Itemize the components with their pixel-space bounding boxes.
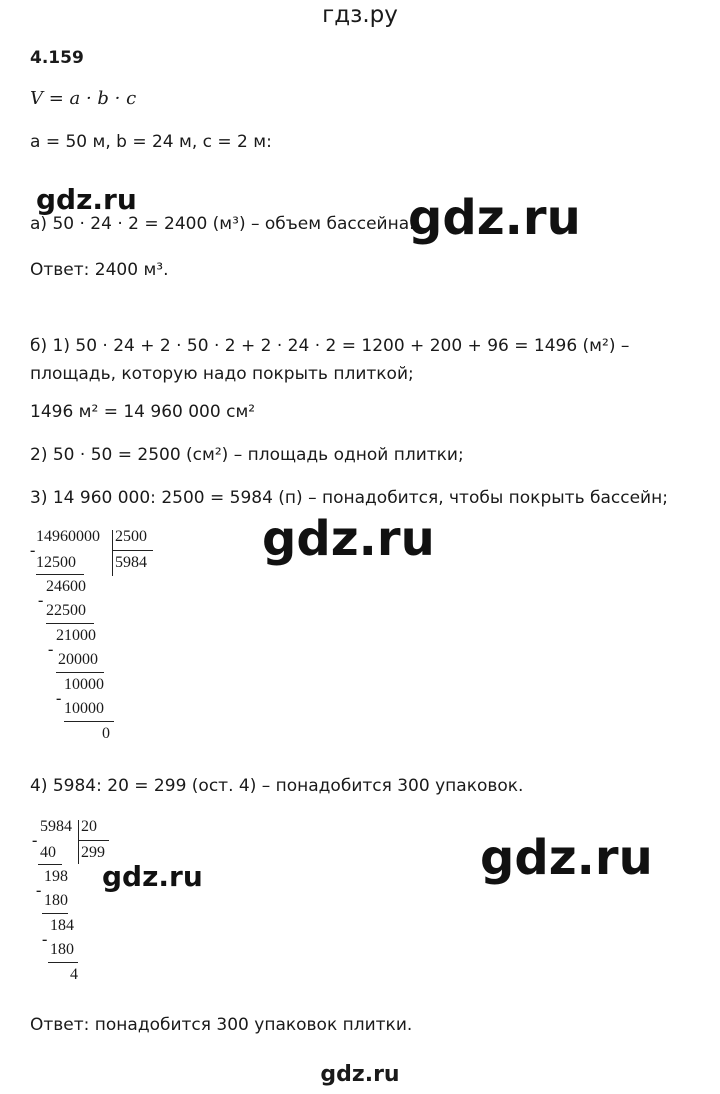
part-b-step3: 3) 14 960 000: 2500 = 5984 (п) – понадобится, чтобы покрыть бассейн; [30,488,668,508]
ld1-row-4: 21000 [56,627,96,644]
area-conversion: 1496 м² = 14 960 000 см² [30,402,256,422]
long-division-2 [30,818,130,988]
ld2-minus-1: - [32,832,38,849]
part-b-step4: 4) 5984: 20 = 299 (ост. 4) – понадобится 300 упаковок. [30,776,524,796]
ld2-divisor: 20 [81,818,97,835]
part-b-step1-line1: б) 1) 50 · 24 + 2 · 50 · 2 + 2 · 24 · 2 = 1200 + 200 + 96 = 1496 (м²) – [30,336,630,356]
ld2-quotient: 299 [81,844,105,861]
watermark-1: gdz.ru [36,183,137,216]
part-a-answer: Ответ: 2400 м³. [30,260,169,280]
volume-formula: V = a · b · c [30,88,137,109]
ld2-minus-2: - [36,882,42,899]
task-number: 4.159 [30,48,84,68]
ld1-minus-3: - [48,641,54,658]
ld1-minus-2: - [38,592,44,609]
part-b-step2: 2) 50 · 50 = 2500 (см²) – площадь одной плитки; [30,445,464,465]
ld2-row-4: 184 [50,917,74,934]
ld1-minus-1: - [30,542,36,559]
long-division-1 [28,528,168,748]
ld2-dividend: 5984 [40,818,72,835]
ld2-row-6: 4 [70,966,78,983]
watermark-4: gdz.ru [102,860,203,893]
ld1-quotient: 5984 [115,554,147,571]
ld1-row-3: 22500 [46,602,86,619]
site-header: гдз.ру [322,2,398,28]
watermark-5: gdz.ru [480,830,653,886]
ld2-row-2: 198 [44,868,68,885]
ld1-row-8: 0 [102,725,110,742]
watermark-2: gdz.ru [408,190,581,246]
ld2-minus-3: - [42,931,48,948]
ld1-row-1: 12500 [36,554,76,571]
ld1-row-6: 10000 [64,676,104,693]
ld1-row-2: 24600 [46,578,86,595]
ld1-minus-4: - [56,690,62,707]
ld1-dividend: 14960000 [36,528,100,545]
ld2-row-3: 180 [44,892,68,909]
ld1-row-5: 20000 [58,651,98,668]
site-footer: gdz.ru [320,1062,400,1087]
part-b-step1-line2: площадь, которую надо покрыть плиткой; [30,364,414,384]
ld1-divisor: 2500 [115,528,147,545]
ld1-row-7: 10000 [64,700,104,717]
given-dimensions: a = 50 м, b = 24 м, c = 2 м: [30,132,272,152]
watermark-3: gdz.ru [262,511,435,567]
part-a-calculation: а) 50 · 24 · 2 = 2400 (м³) – объем бассейна. [30,214,415,234]
ld2-row-5: 180 [50,941,74,958]
ld2-row-1: 40 [40,844,56,861]
final-answer: Ответ: понадобится 300 упаковок плитки. [30,1015,413,1035]
